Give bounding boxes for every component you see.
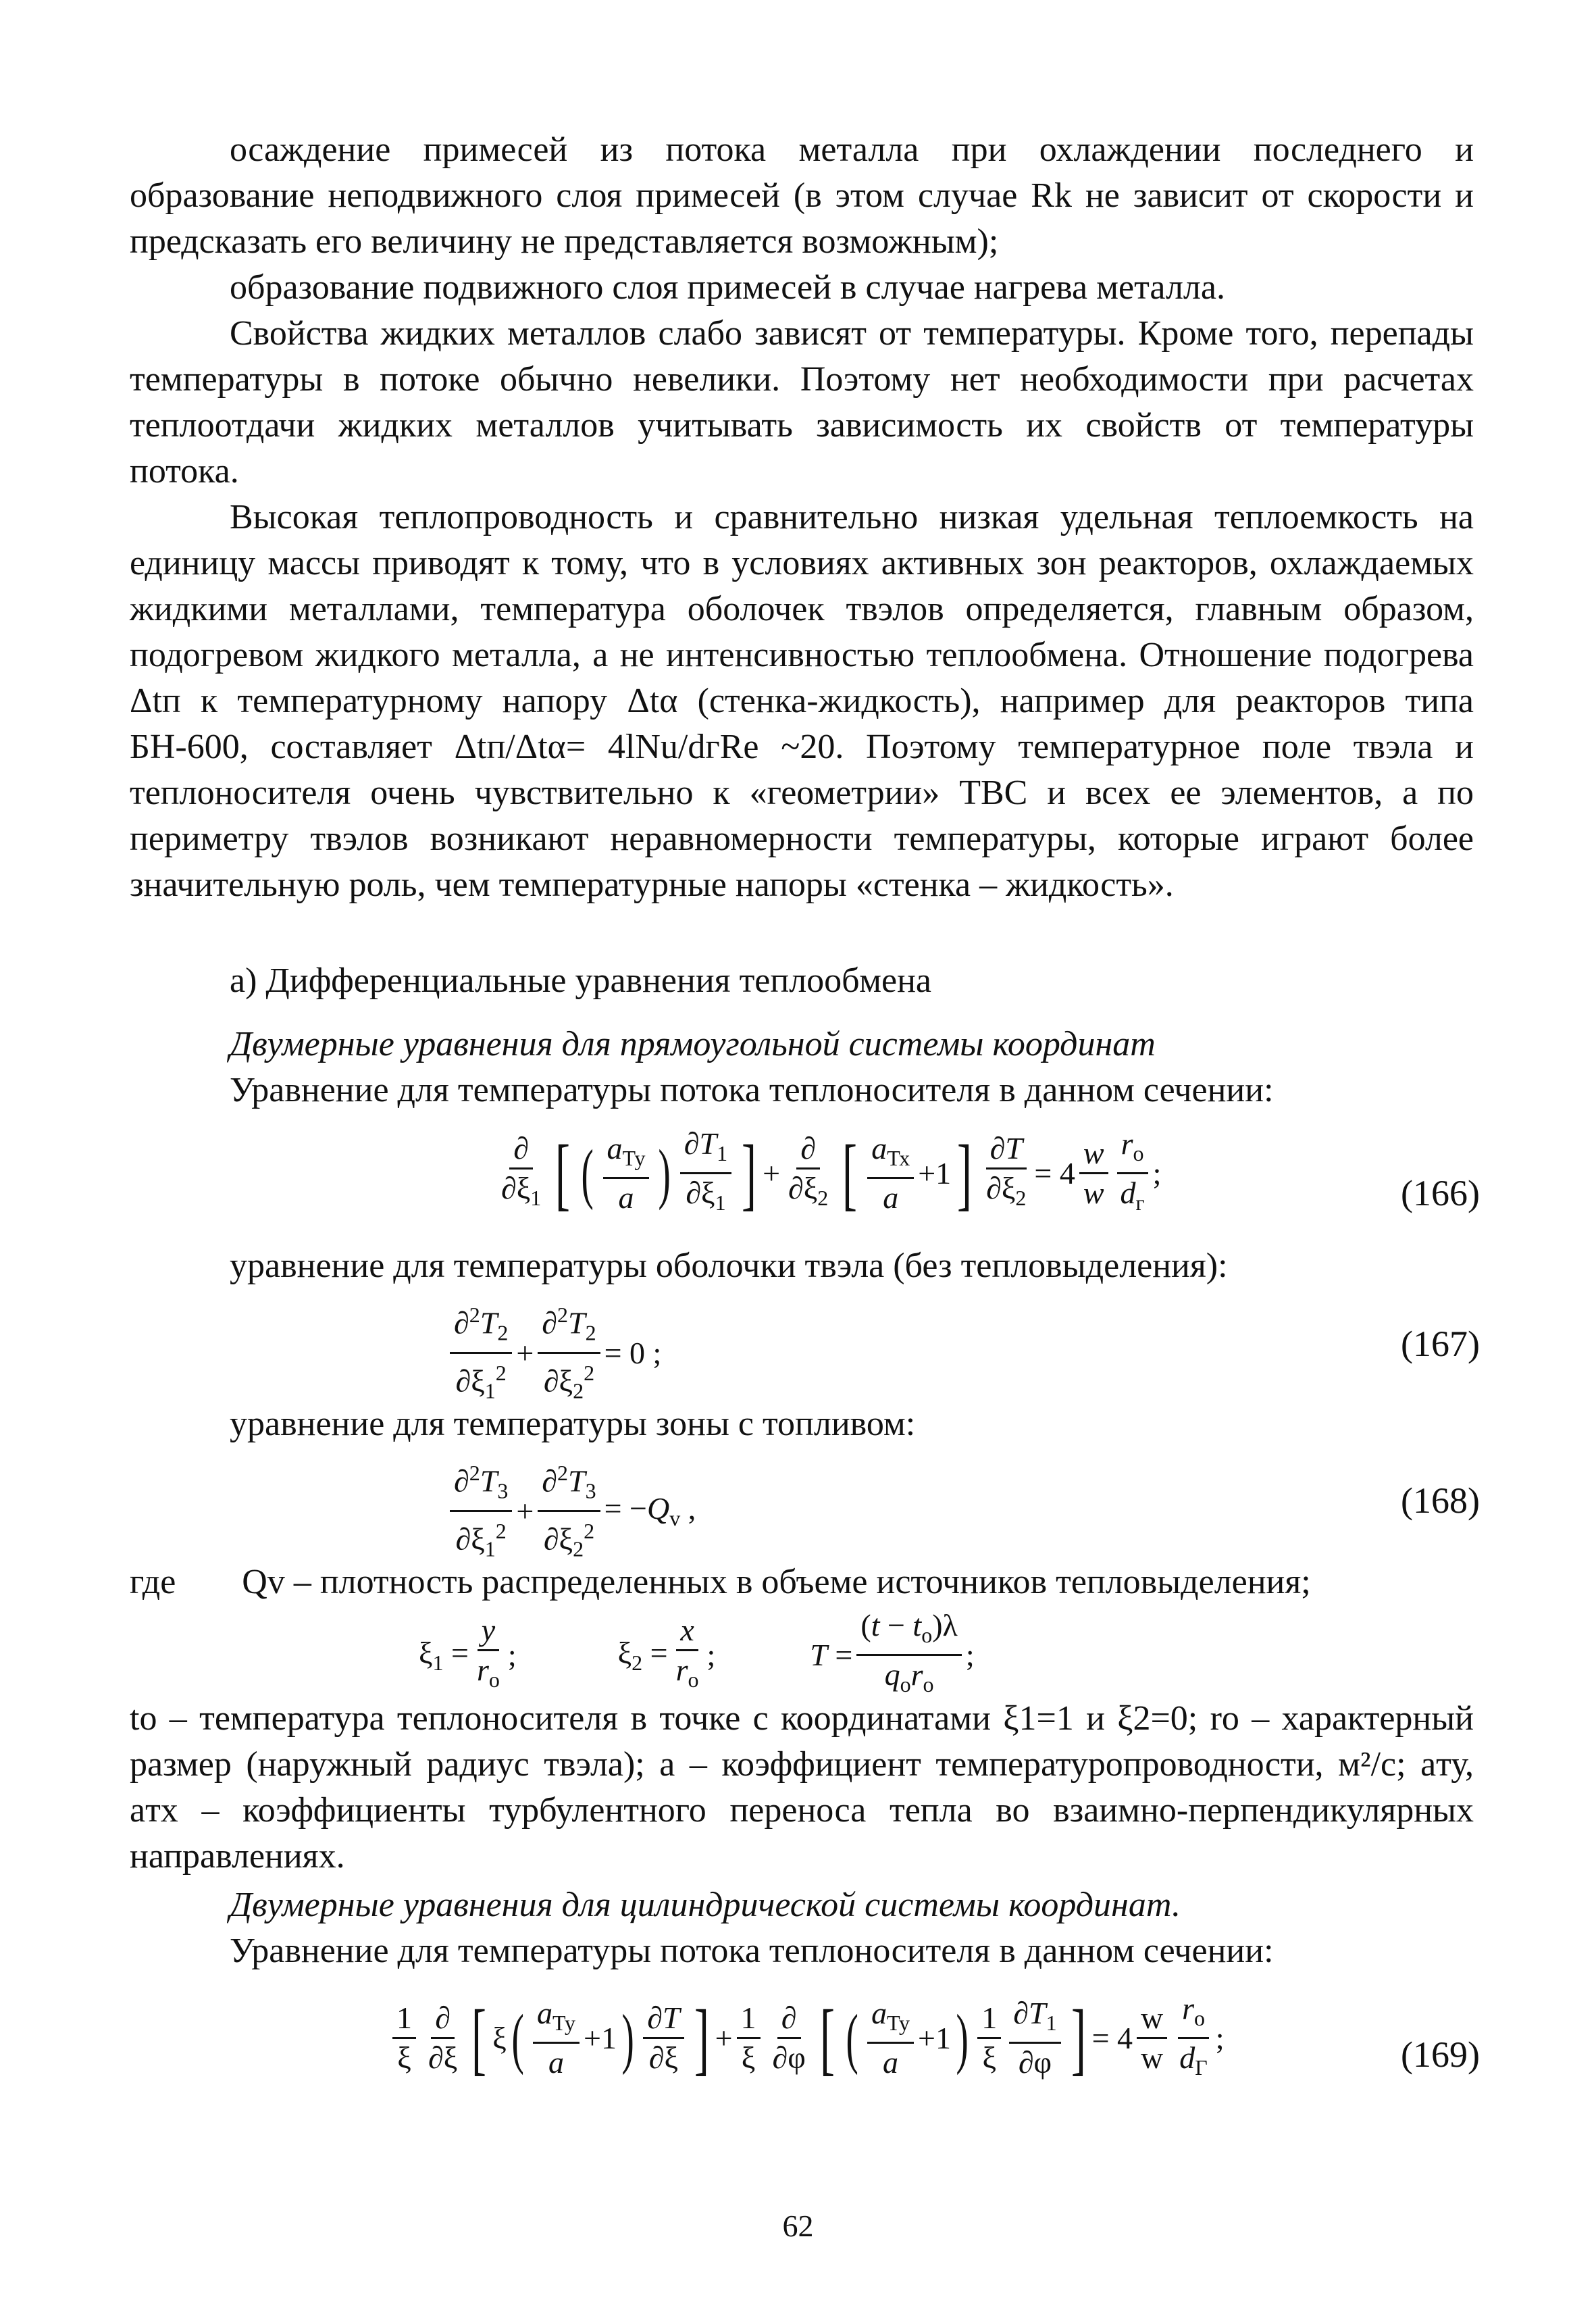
subsection-cylindrical: Двумерные уравнения для цилиндрической системы координат.: [230, 1886, 1181, 1924]
definitions-block: [130, 1696, 1474, 1880]
text-block-top: [130, 127, 1474, 908]
eq166-intro: Уравнение для температуры потока теплоносителя в данном сечении:: [230, 1071, 1274, 1109]
equation-166-number: (166): [1401, 1173, 1480, 1213]
eq169-intro: Уравнение для температуры потока теплоносителя в данном сечении:: [230, 1932, 1274, 1970]
equation-167: $\frac{\partial^2T_2}{\partial\xi_1^2}$ + $\frac{\partial^2T_2}{\partial\xi_2^2}$ = 0 ;: [446, 1296, 661, 1409]
paragraph-deposition: осаждение примесей из потока металла при охлаждении последнего и образование неподвижного слоя примесей (в этом случае Rk не зависит от скорости и предсказать его величину не представляется возможным);: [130, 130, 1474, 261]
eq167-intro: уравнение для температуры оболочки твэла (без тепловыделения):: [230, 1247, 1228, 1285]
where-word: где: [130, 1563, 176, 1601]
subsection-rectangular: Двумерные уравнения для прямоугольной системы координат: [230, 1025, 1156, 1063]
paragraph-properties: Свойства жидких металлов слабо зависят от температуры. Кроме того, перепады температуры в потоке обычно невелики. Поэтому нет необходимости при расчетах теплоотдачи жидких металлов учитывать зависимость их свойств от температуры потока.: [130, 314, 1474, 491]
coordinate-definitions: $\xi_1$ = $\frac{y}{r_o}$ ; $\xi_2$ = $\frac{x}{r_o}$ ; T = $\frac{(t - t_o)\lambda}{q_or_o}$ ;: [419, 1608, 975, 1697]
equation-169: $\frac{1}{\xi}$ $\frac{\partial}{\partial\xi}$ [ ξ ( $\frac{a_{Ту}}{a}$ +1 ) $\frac{\partial T}{\partial\xi}$ ] + $\frac{1}{\xi}$ $\frac{\partial}{\partial\varphi}$ [ ( $\frac{a_{Ту}}{a}$ +1 ) $\frac{1}{\xi}$ $\frac{\partial T_1}{\partial\varphi}$ ] = 4 $\frac{w}{w}$ $\frac{r_o}{d_Г}$ ;: [388, 1990, 1225, 2086]
paragraph-mobile-layer: образование подвижного слоя примесей в случае нагрева металла.: [230, 268, 1225, 307]
equation-166: $\frac{\partial}{\partial\xi_1}$ [ ( $\frac{a_{Ту}}{a}$ ) $\frac{\partial T_1}{\partial\xi_1}$ ] + $\frac{\partial}{\partial\xi_2}$ [ $\frac{a_{Тх}}{a}$ +1 ] $\frac{\partial T}{\partial\xi_2}$ = 4 $\frac{w}{w}$ $\frac{r_o}{d_г}$ ;: [501, 1126, 1162, 1218]
definitions-paragraph: to – температура теплоносителя в точке с координатами ξ1=1 и ξ2=0; ro – характерный размер (наружный радиус твэла); a – коэффициент температуропроводности, м²/с; aту, aтх – коэффициенты турбулентного переноса тепла во взаимно-перпендикулярных направлениях.: [130, 1699, 1474, 1876]
where-line: [130, 1559, 1474, 1605]
equation-168: $\frac{\partial^2T_3}{\partial\xi_1^2}$ + $\frac{\partial^2T_3}{\partial\xi_2^2}$ = $-Q_v$ ,: [446, 1454, 696, 1567]
qv-definition: Qv – плотность распределенных в объеме источников тепловыделения;: [242, 1563, 1311, 1601]
equation-169-number: (169): [1401, 2034, 1480, 2075]
page-number: 62: [782, 2209, 814, 2243]
section-heading: а) Дифференциальные уравнения теплообмена: [230, 961, 932, 1000]
eq168-intro: уравнение для температуры зоны с топливом:: [230, 1405, 916, 1443]
equation-167-number: (167): [1401, 1324, 1480, 1364]
equation-168-number: (168): [1401, 1480, 1480, 1521]
paragraph-heat-conductivity: Высокая теплопроводность и сравнительно низкая удельная теплоемкость на единицу массы приводят к тому, что в условиях активных зон реакторов, охлаждаемых жидкими металлами, температура оболочек твэлов определяется, главным образом, подогревом жидкого металла, а не интенсивностью теплообмена. Отношение подогрева Δtп к температурному напору Δtα (стенка-жидкость), например для реакторов типа БН-600, составляет Δtп/Δtα= 4lNu/dгRe ~20. Поэтому температурное поле твэла и теплоносителя очень чувствительно к «геометрии» ТВС и всех ее элементов, а по периметру твэлов возникают неравномерности температуры, которые играют более значительную роль, чем температурные напоры «стенка – жидкость».: [130, 498, 1474, 904]
